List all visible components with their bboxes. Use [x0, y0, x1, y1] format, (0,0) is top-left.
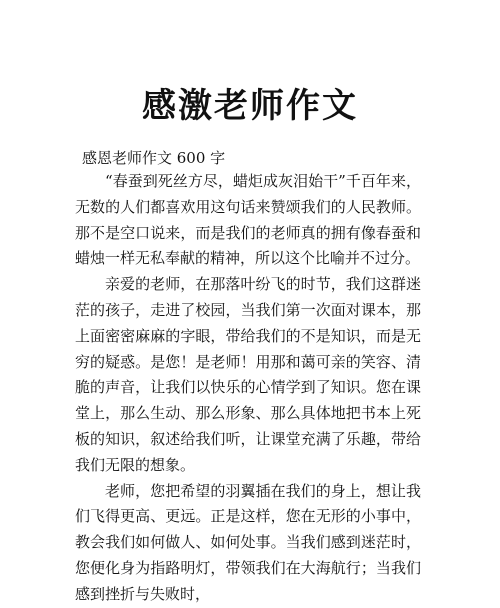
paragraph-2: 亲爱的老师，在那落叶纷飞的时节，我们这群迷茫的孩子，走进了校园，当我们第一次面对课本，那上面密密麻麻的字眼，带给我们的不是知识，而是无穷的疑惑。是您！是老师！用那和蔼可亲的笑容、清脆的声音，让我们以快乐的心情学到了知识。您在课堂上，那么生动、那么形象、那么具体地把书本上死板的知识，叙述给我们听，让课堂充满了乐趣，带给我们无限的想象。 [75, 275, 421, 474]
paragraph-3: 老师，您把希望的羽翼插在我们的身上，想让我们飞得更高、更远。正是这样，您在无形的小事中，教会我们如何做人、如何处事。当我们感到迷茫时，您便化身为指路明灯，带领我们在大海航行；当我们感到挫折与失败时， [75, 481, 421, 603]
page-title: 感激老师作文 [142, 86, 358, 126]
paragraph-1: “春蚕到死丝方尽，蜡炬成灰泪始干”千百年来，无数的人们都喜欢用这句话来赞颂我们的人民教师。那不是空口说来，而是我们的老师真的拥有像春蚕和蜡烛一样无私奉献的精神，所以这个比喻并不过分。 [75, 172, 421, 268]
document-body [75, 169, 421, 608]
document-subtitle: 感恩老师作文 600 字 [82, 149, 226, 167]
